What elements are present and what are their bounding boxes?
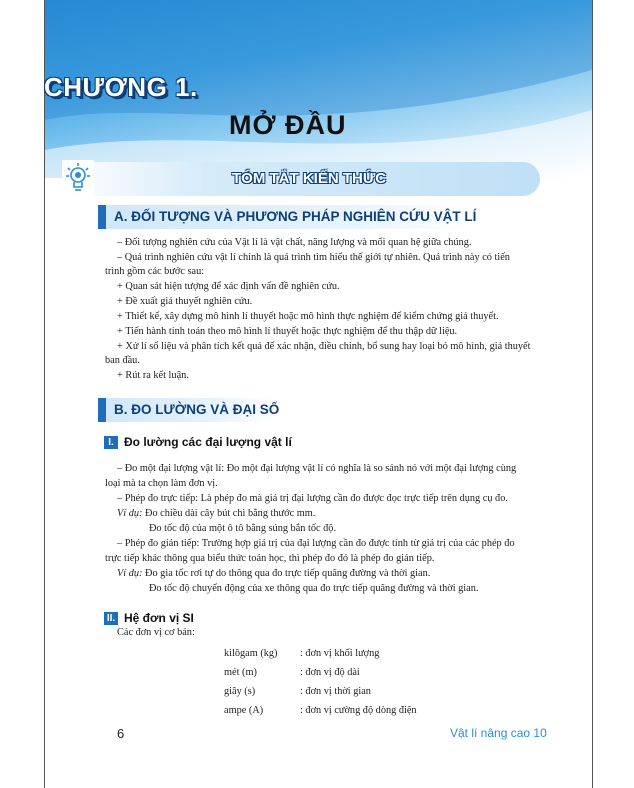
unit-desc: : đơn vị độ dài <box>300 667 360 678</box>
unit-desc: : đơn vị cường độ dòng điện <box>300 705 417 716</box>
para-line: + Quan sát hiện tượng để xác định vấn đề nghiên cứu. <box>117 281 340 292</box>
unit-name: mét (m) <box>224 667 257 678</box>
para-line: Đo tốc độ chuyển động của xe thông qua đo trực tiếp quãng đường và thời gian. <box>149 583 479 594</box>
example-text: Đo gia tốc rơi tự do thông qua đo trực tiếp quãng đường và thời gian. <box>142 568 431 579</box>
example-text: Đo chiều dài cây bút chì bằng thước mm. <box>142 508 316 519</box>
chapter-label: CHƯƠNG 1. <box>44 72 198 102</box>
para-line: trực tiếp khác thông qua biểu thức toán học, thì phép đo đó là phép đo gián tiếp. <box>105 553 435 564</box>
page-number: 6 <box>117 726 125 741</box>
subsection-2-badge: II. <box>104 612 118 625</box>
unit-desc: : đơn vị khối lượng <box>300 648 380 659</box>
chapter-title: MỞ ĐẦU <box>229 110 347 140</box>
section-a-title: A. ĐỐI TƯỢNG VÀ PHƯƠNG PHÁP NGHIÊN CỨU VẬT LÍ <box>114 209 477 224</box>
lightbulb-icon <box>62 160 94 196</box>
book-title: Vật lí nâng cao 10 <box>450 726 547 740</box>
para-line: + Đề xuất giả thuyết nghiên cứu. <box>117 296 253 307</box>
para-line: + Tiến hành tính toán theo mô hình lí thuyết hoặc thực nghiệm để thu thập dữ liệu. <box>117 326 458 337</box>
subsection-2-title: Hệ đơn vị SI <box>124 611 194 625</box>
para-line: ban đầu. <box>105 355 140 366</box>
para-line: + Rút ra kết luận. <box>117 370 189 381</box>
section-b-title: B. ĐO LƯỜNG VÀ ĐẠI SỐ <box>114 402 280 417</box>
para-line: – Quá trình nghiên cứu vật lí chính là quá trình tìm hiểu thế giới tự nhiên. Quá trình này có tiến <box>117 252 510 263</box>
summary-title: TÓM TẮT KIẾN THỨC <box>232 170 387 187</box>
para-line: – Đối tượng nghiên cứu của Vật lí là vật chất, năng lượng và mối quan hệ giữa chúng. <box>117 237 472 248</box>
example-line <box>117 507 315 521</box>
unit-name: giây (s) <box>224 686 256 697</box>
units-intro: Các đơn vị cơ bản: <box>117 627 195 638</box>
para-line: – Phép đo trực tiếp: Là phép đo mà giá trị đại lượng cần đo được đọc trực tiếp trên dụng cụ đo. <box>117 493 508 504</box>
para-line: + Xử lí số liệu và phân tích kết quả để xác nhận, điều chỉnh, bổ sung hay loại bỏ mô hình, giả thuyết <box>117 341 531 352</box>
para-line: loại mà ta chọn làm đơn vị. <box>105 478 218 489</box>
para-line: – Phép đo gián tiếp: Trường hợp giá trị của đại lượng cần đo được tính từ giá trị của các phép đo <box>117 538 515 549</box>
example-line <box>117 567 430 581</box>
unit-desc: : đơn vị thời gian <box>300 686 371 697</box>
para-line: – Đo một đại lượng vật lí: Đo một đại lượng vật lí có nghĩa là so sánh nó với một đại lượng cùng <box>117 463 517 474</box>
unit-name: kilôgam (kg) <box>224 648 278 659</box>
para-line: trình gồm các bước sau: <box>105 266 205 277</box>
example-label: Ví dụ: <box>117 568 143 579</box>
example-label: Ví dụ: <box>117 508 143 519</box>
para-line: + Thiết kế, xây dựng mô hình lí thuyết hoặc mô hình thực nghiệm để kiểm chứng giả thuyết. <box>117 311 499 322</box>
subsection-1-badge: I. <box>104 436 118 449</box>
unit-name: ampe (A) <box>224 705 264 716</box>
subsection-1-title: Đo lường các đại lượng vật lí <box>124 435 292 449</box>
para-line: Đo tốc độ của một ô tô bằng súng bắn tốc độ. <box>149 523 337 534</box>
